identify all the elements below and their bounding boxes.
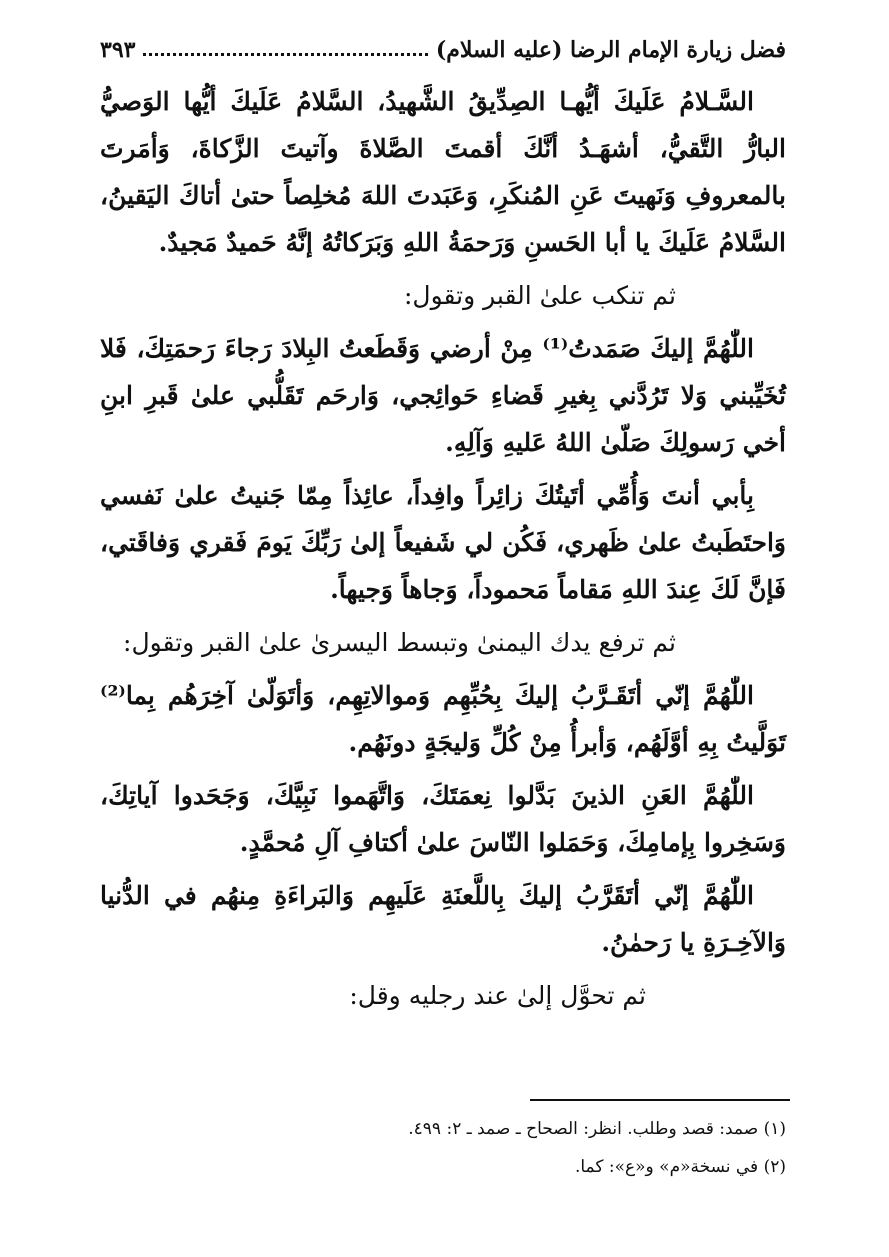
paragraph: السَّـلامُ عَلَيكَ أيُّهـا الصِدِّيقُ الشَّهيدُ، السَّلامُ عَلَيكَ أيُّها الوَصيُّ البارُّ التَّقيُّ، أشهَـدُ أنَّكَ أقمتَ الصَّلاةَ وآتيتَ الزَّكاةَ، وَأمَرتَ بالمعروفِ وَنَهيتَ عَنِ المُنكَرِ، وَعَبَدتَ اللهَ مُخلِصاً حتىٰ أتاكَ اليَقينُ، السَّلامُ عَلَيكَ يا أبا الحَسنِ وَرَحمَةُ اللهِ وَبَرَكاتُهُ إنَّهُ حَميدٌ مَجيدٌ. [100,87,786,257]
header-title: فضل زيارة الإمام الرضا (عليه السلام) [435,37,786,63]
footnote: (١) صمد: قصد وطلب. انظر: الصحاح ـ صمد ـ ٢: ٤٩٩. [408,1119,786,1139]
paragraph: اللّٰهُمَّ إليكَ صَمَدتُ⁽¹⁾ مِنْ أرضي وَقَطَعتُ البِلادَ رَجاءَ رَحمَتِكَ، فَلا تُخَيِّبني وَلا تَرُدَّني بِغيرِ قَضاءِ حَوائِجي، وَارحَم تَقَلُّبي علىٰ قَبرِ ابنِ أخي رَسولِكَ صَلّىٰ اللهُ عَليهِ وَآلِهِ. [100,334,786,457]
header-dot-leader [143,53,427,56]
paragraph: اللّٰهُمَّ إنّي أتَقَرَّبُ إليكَ بِاللَّعنَةِ عَلَيهِم وَالبَراءَةِ مِنهُم في الدُّنيا وَالآخِـرَةِ يا رَحمٰنُ. [100,881,786,957]
instruction-line: ثم ترفع يدك اليمنىٰ وتبسط اليسرىٰ علىٰ القبر وتقول: [123,628,676,657]
instruction-line: ثم تنكب علىٰ القبر وتقول: [404,281,676,310]
paragraph: اللّٰهُمَّ العَنِ الذينَ بَدَّلوا نِعمَتَكَ، وَاتَّهَموا نَبِيَّكَ، وَجَحَدوا آياتِكَ، وَسَخِروا بِإمامِكَ، وَحَمَلوا النّاسَ علىٰ أكتافِ آلِ مُحمَّدٍ. [100,781,786,857]
body-text [100,78,786,1025]
footnote: (٢) في نسخة«م» و«ع»: كما. [574,1157,786,1177]
paragraph: اللّٰهُمَّ إنّي أتَقَـرَّبُ إليكَ بِحُبِّهِم وَموالاتِهِم، وَأتَوَلّىٰ آخِرَهُم بِما⁽²⁾ تَوَلَّيتُ بِهِ أوَّلَهُم، وَأبرأُ مِنْ كُلِّ وَليجَةٍ دونَهُم. [100,681,786,757]
footnote-separator [530,1099,790,1101]
footnotes [100,1110,786,1186]
instruction-line: ثم تحوَّل إلىٰ عند رجليه وقل: [349,981,646,1010]
paragraph: بِأبي أنتَ وَأُمِّي أتَيتُكَ زائِراً وافِداً، عائِذاً مِمّا جَنيتُ علىٰ نَفسي وَاحتَطَبتُ علىٰ ظَهري، فَكُن لي شَفيعاً إلىٰ رَبِّكَ يَومَ فَقري وَفاقَتي، فَإنَّ لَكَ عِندَ اللهِ مَقاماً مَحموداً، وَجاهاً وَجيهاً. [100,481,786,604]
page-number: ٣٩٣ [100,37,136,63]
running-header [100,32,786,68]
